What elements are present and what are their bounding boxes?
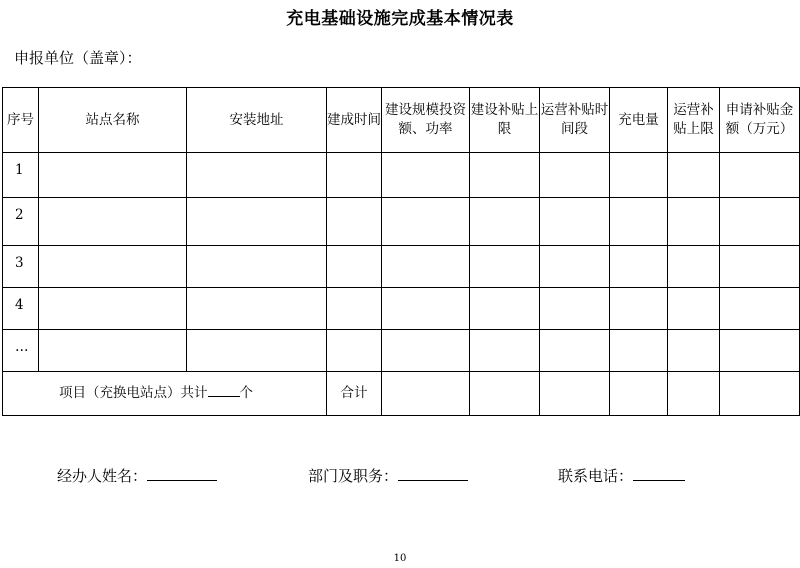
row-index: 4 bbox=[3, 288, 39, 330]
operation-period-cell[interactable] bbox=[540, 246, 610, 288]
department-field bbox=[308, 465, 468, 486]
header-requested-amount: 申请补贴金额（万元） bbox=[720, 88, 800, 153]
total-charging-volume-cell[interactable] bbox=[610, 372, 668, 416]
construction-subsidy-cell[interactable] bbox=[470, 246, 540, 288]
scale-cell[interactable] bbox=[382, 153, 470, 198]
address-cell[interactable] bbox=[187, 246, 327, 288]
scale-cell[interactable] bbox=[382, 330, 470, 372]
row-index: 2 bbox=[3, 198, 39, 246]
project-count-blank[interactable] bbox=[208, 384, 240, 397]
phone-field bbox=[558, 465, 685, 486]
handler-field bbox=[57, 465, 217, 486]
header-completion-time: 建成时间 bbox=[327, 88, 382, 153]
header-operation-subsidy-period: 运营补贴时间段 bbox=[540, 88, 610, 153]
operation-subsidy-cell[interactable] bbox=[668, 246, 720, 288]
header-operation-subsidy-cap: 运营补贴上限 bbox=[668, 88, 720, 153]
phone-line[interactable] bbox=[633, 465, 685, 481]
summary-row bbox=[3, 372, 800, 416]
total-scale-cell[interactable] bbox=[382, 372, 470, 416]
completion-time-cell[interactable] bbox=[327, 288, 382, 330]
address-cell[interactable] bbox=[187, 198, 327, 246]
completion-time-cell[interactable] bbox=[327, 153, 382, 198]
table-row bbox=[3, 246, 800, 288]
construction-subsidy-cell[interactable] bbox=[470, 198, 540, 246]
charging-volume-cell[interactable] bbox=[610, 153, 668, 198]
completion-time-cell[interactable] bbox=[327, 198, 382, 246]
operation-subsidy-cell[interactable] bbox=[668, 153, 720, 198]
station-name-cell[interactable] bbox=[39, 246, 187, 288]
charging-volume-cell[interactable] bbox=[610, 288, 668, 330]
charging-volume-cell[interactable] bbox=[610, 246, 668, 288]
operation-period-cell[interactable] bbox=[540, 198, 610, 246]
total-construction-subsidy-cell[interactable] bbox=[470, 372, 540, 416]
requested-amount-cell[interactable] bbox=[720, 246, 800, 288]
row-index: … bbox=[3, 330, 39, 372]
table-row bbox=[3, 198, 800, 246]
address-cell[interactable] bbox=[187, 330, 327, 372]
total-requested-amount-cell[interactable] bbox=[720, 372, 800, 416]
document-title: 充电基础设施完成基本情况表 bbox=[286, 9, 514, 29]
header-station-name: 站点名称 bbox=[39, 88, 187, 153]
address-cell[interactable] bbox=[187, 153, 327, 198]
requested-amount-cell[interactable] bbox=[720, 153, 800, 198]
operation-period-cell[interactable] bbox=[540, 153, 610, 198]
charging-volume-cell[interactable] bbox=[610, 330, 668, 372]
construction-subsidy-cell[interactable] bbox=[470, 288, 540, 330]
total-label: 合计 bbox=[327, 372, 382, 416]
station-name-cell[interactable] bbox=[39, 330, 187, 372]
table-row bbox=[3, 153, 800, 198]
completion-time-cell[interactable] bbox=[327, 330, 382, 372]
page-number: 10 bbox=[393, 553, 407, 564]
row-index: 1 bbox=[3, 153, 39, 198]
scale-cell[interactable] bbox=[382, 198, 470, 246]
address-cell[interactable] bbox=[187, 288, 327, 330]
header-install-address: 安装地址 bbox=[187, 88, 327, 153]
station-name-cell[interactable] bbox=[39, 153, 187, 198]
total-operation-subsidy-cell[interactable] bbox=[668, 372, 720, 416]
operation-period-cell[interactable] bbox=[540, 288, 610, 330]
table-header-row bbox=[3, 88, 800, 153]
station-name-cell[interactable] bbox=[39, 198, 187, 246]
header-seq: 序号 bbox=[3, 88, 39, 153]
header-scale-investment: 建设规模投资额、功率 bbox=[382, 88, 470, 153]
project-count-suffix: 个 bbox=[239, 385, 253, 401]
requested-amount-cell[interactable] bbox=[720, 330, 800, 372]
header-construction-subsidy-cap: 建设补贴上限 bbox=[470, 88, 540, 153]
handler-name-line[interactable] bbox=[147, 465, 217, 481]
station-name-cell[interactable] bbox=[39, 288, 187, 330]
department-line[interactable] bbox=[398, 465, 468, 481]
requested-amount-cell[interactable] bbox=[720, 288, 800, 330]
phone-label: 联系电话： bbox=[558, 467, 634, 485]
operation-subsidy-cell[interactable] bbox=[668, 288, 720, 330]
charging-volume-cell[interactable] bbox=[610, 198, 668, 246]
project-count-prefix: 项目（充换电站点）共计 bbox=[59, 385, 208, 401]
department-label: 部门及职务： bbox=[308, 467, 399, 485]
scale-cell[interactable] bbox=[382, 288, 470, 330]
operation-period-cell[interactable] bbox=[540, 330, 610, 372]
table-row bbox=[3, 288, 800, 330]
construction-subsidy-cell[interactable] bbox=[470, 330, 540, 372]
operation-subsidy-cell[interactable] bbox=[668, 198, 720, 246]
operation-subsidy-cell[interactable] bbox=[668, 330, 720, 372]
completion-time-cell[interactable] bbox=[327, 246, 382, 288]
header-charging-volume: 充电量 bbox=[610, 88, 668, 153]
requested-amount-cell[interactable] bbox=[720, 198, 800, 246]
project-count-cell bbox=[3, 372, 327, 416]
applicant-unit-label: 申报单位（盖章）： bbox=[14, 49, 142, 67]
facility-table bbox=[2, 87, 800, 416]
row-index: 3 bbox=[3, 246, 39, 288]
handler-label: 经办人姓名： bbox=[57, 467, 148, 485]
scale-cell[interactable] bbox=[382, 246, 470, 288]
table-row bbox=[3, 330, 800, 372]
construction-subsidy-cell[interactable] bbox=[470, 153, 540, 198]
total-operation-period-cell[interactable] bbox=[540, 372, 610, 416]
